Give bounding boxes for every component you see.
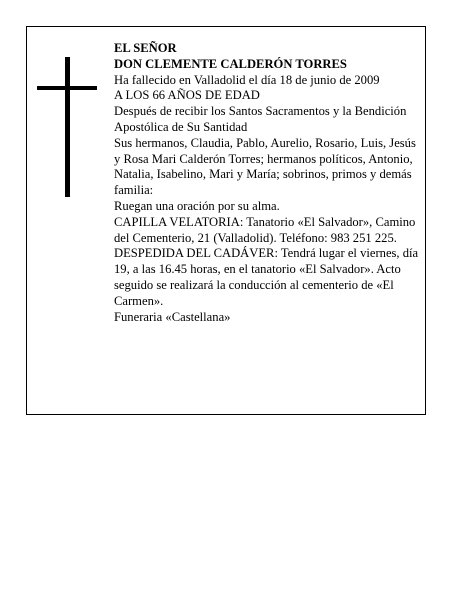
obituary-notice — [26, 26, 426, 415]
cross-horizontal-bar — [37, 86, 97, 90]
funeral-home-line: Funeraria «Castellana» — [114, 309, 231, 324]
death-date-line: Ha fallecido en Valladolid el día 18 de junio de 2009 — [114, 72, 380, 87]
cross-vertical-bar — [65, 57, 70, 197]
prayer-line: Ruegan una oración por su alma. — [114, 198, 280, 213]
obituary-text — [114, 41, 424, 325]
age-line: A LOS 66 AÑOS DE EDAD — [114, 88, 260, 103]
family-paragraph: Sus hermanos, Claudia, Pablo, Aurelio, Rosario, Luis, Jesús y Rosa Mari Calderón Torres; hermanos políticos, Antonio, Natalia, Isabelino, Mari y María; sobrinos, primos y demás familia: — [114, 135, 416, 198]
chapel-paragraph: CAPILLA VELATORIA: Tanatorio «El Salvador», Camino del Cementerio, 21 (Valladolid). Teléfono: 983 251 225. — [114, 214, 416, 245]
notice-title: EL SEÑOR — [114, 41, 177, 55]
funeral-paragraph: DESPEDIDA DEL CADÁVER: Tendrá lugar el viernes, día 19, a las 16.45 horas, en el tanatorio «El Salvador». Acto seguido se realizará la conducción al cementerio de «El Carmen». — [114, 246, 419, 308]
sacraments-line: Después de recibir los Santos Sacramentos y la Bendición Apostólica de Su Santidad — [114, 104, 407, 134]
cross-icon — [37, 57, 97, 197]
deceased-name: DON CLEMENTE CALDERÓN TORRES — [114, 56, 347, 71]
